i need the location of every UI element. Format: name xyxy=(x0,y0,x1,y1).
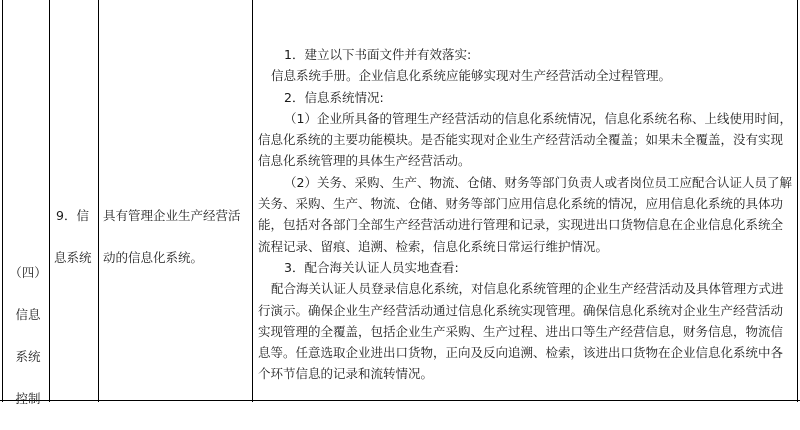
requirement-line: 具有管理企业生产经营活 xyxy=(103,208,241,223)
content-paragraph: 信息系统手册。企业信息化系统应能够实现对生产经营活动全过程管理。 xyxy=(271,68,672,84)
content-cell xyxy=(258,44,794,385)
item-label-line: 息系统 xyxy=(54,250,92,265)
content-paragraph: 1．建立以下书面文件并有效落实: xyxy=(284,47,472,62)
section-label-line: （四） xyxy=(9,265,47,280)
content-paragraph: 配合海关认证人员登录信息化系统，对信息化系统管理的企业生产经营活动及具体管理方式进行演示。确保企业生产经营活动通过信息化系统实现管理。确保信息化系统对企业生产经营活动实现管理的全覆盖，包括企业生产采购、生产过程、进出口等生产经营信息，财务信息，物流信息等。任意选取企业进出口货物，正向及反向追溯、检索，该进出口货物在企业信息化系统中各个环节信息的记录和流转情况。 xyxy=(258,281,784,382)
column-divider-3 xyxy=(252,0,253,402)
section-label-line: 信息 xyxy=(15,307,41,322)
content-paragraph: 2．信息系统情况: xyxy=(284,89,384,105)
section-label-line: 系统 xyxy=(15,349,41,364)
section-label-line: 控制 xyxy=(15,391,41,406)
item-label-line: 9．信 xyxy=(56,208,89,223)
table-border-left xyxy=(2,0,3,402)
table-border-right xyxy=(797,0,798,402)
requirement-line: 动的信息化系统。 xyxy=(103,250,204,265)
table-border-bottom xyxy=(0,400,800,401)
content-paragraph: （2）关务、采购、生产、物流、仓储、财务等部门负责人或者岗位员工应配合认证人员了解关务、采购、生产、物流、仓储、财务等部门应用信息化系统的情况，应用信息化系统的具体功能，包括对各部门全部生产经营活动进行管理和记录，实现进出口货物信息在企业信息化系统全流程记录、留痕、追溯、检索，信息化系统日常运行维护情况。 xyxy=(258,174,792,254)
content-paragraph: （1）企业所具备的管理生产经营活动的信息化系统情况，信息化系统名称、上线使用时间，信息化系统的主要功能模块。是否能实现对企业生产经营活动全覆盖；如果未全覆盖，没有实现信息化系统管理的具体生产经营活动。 xyxy=(258,110,792,169)
column-divider-2 xyxy=(98,0,99,402)
requirement-text xyxy=(103,184,251,289)
content-paragraph: 3．配合海关认证人员实地查看: xyxy=(284,259,459,275)
column-divider-1 xyxy=(49,0,50,402)
item-label xyxy=(54,184,98,289)
